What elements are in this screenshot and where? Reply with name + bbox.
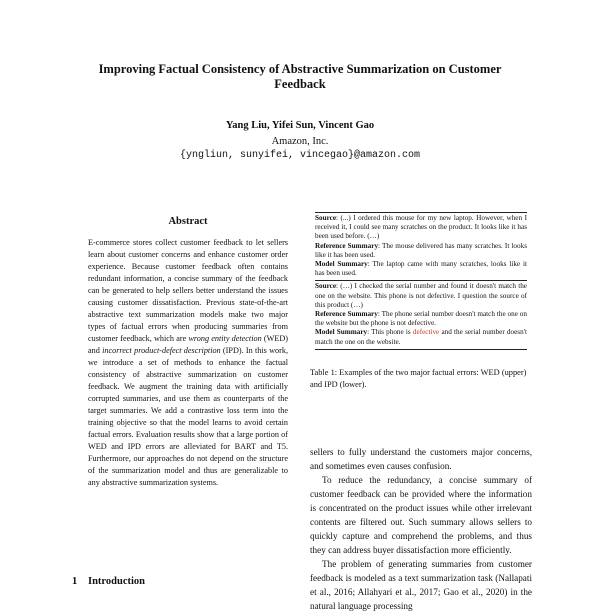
author-list: Yang Liu, Yifei Sun, Vincent Gao [225, 120, 375, 131]
author-emails: {yngliun, sunyifei, vincegao}@amazon.com [179, 150, 421, 161]
example-ipd [315, 280, 527, 348]
model-label: Model Summary [315, 260, 368, 269]
reference-text: : The mouse delivered has many scratches. It looks like it has been used. [315, 241, 527, 259]
model-text-post: and the serial number doesn't match the one on the website. [315, 328, 527, 346]
model-text: : The laptop came with many scratches, looks like it has been used. [315, 260, 527, 278]
example-model [315, 328, 527, 346]
section-heading [72, 576, 145, 587]
section-title: Introduction [88, 576, 145, 587]
paper-title: Improving Factual Consistency of Abstractive Summarization on Customer Feedback [98, 62, 502, 91]
source-label: Source [315, 282, 337, 291]
examples-table [315, 212, 527, 350]
ipd-term: incorrect product-defect description [102, 346, 221, 355]
example-model [315, 260, 527, 278]
abstract-part-1: E-commerce stores collect customer feedback to let sellers learn about customer concerns and enhance customer order experience. Because customer feedback often contains redundant information, a concise summary of the feedback can be generated to help sellers better understand the issues causing customer dissatisfaction. Previous state-of-the-art abstractive text summarization models make two major types of factual errors when producing summaries from customer feedback, which are [88, 238, 288, 343]
reference-label: Reference Summary [315, 310, 378, 319]
example-source [315, 282, 527, 310]
source-text: : (…) I checked the serial number and found it doesn't match the one on the website. This phone is not defective. I question the source of this product (…) [315, 282, 527, 309]
abstract-text [88, 237, 288, 489]
intro-paragraph: To reduce the redundancy, a concise summary of customer feedback can be provided where the information is concentrated on the product issues while other irrelevant contents are filtered out. Such summary allows sellers to quickly capture and comprehend the problems, and thus they can address buyer dissatisfaction more efficiently. [310, 475, 532, 555]
section-number: 1 [72, 576, 78, 587]
model-text-pre: : This phone is [367, 328, 413, 337]
intro-paragraph: sellers to fully understand the customers major concerns, and sometimes even causes confusion. [310, 447, 532, 471]
reference-text: : The phone serial number doesn't match the one on the website but the phone is not defective. [315, 310, 527, 328]
table-caption: Table 1: Examples of the two major factual errors: WED (upper) and IPD (lower). [310, 368, 527, 389]
wed-term: wrong entity detection [188, 334, 262, 343]
intro-text [310, 445, 532, 613]
abstract-heading: Abstract [168, 216, 208, 227]
source-label: Source [315, 214, 337, 222]
example-reference [315, 242, 527, 260]
defect-highlight: defective [412, 328, 440, 337]
affiliation: Amazon, Inc. [271, 136, 329, 147]
example-source [315, 214, 527, 242]
source-text: : (...) I ordered this mouse for my new laptop. However, when I received it, I could see many scratches on the product. It looks like it has been used before. (…) [315, 214, 527, 241]
example-reference [315, 310, 527, 328]
reference-label: Reference Summary [315, 241, 379, 250]
model-label: Model Summary [315, 328, 368, 337]
abstract-part-2: (WED) and [88, 334, 288, 355]
abstract-part-3: (IPD). In this work, we introduce a set of methods to enhance the factual consistency of abstractive summarization on customer feedback. We augment the training data with artificially corrupted summaries, and use them as counterparts of the target summaries. We add a contrastive loss term into the training objective so that the model learns to avoid certain factual errors. Evaluation results show that a large portion of WED and IPD errors are alleviated for BART and T5. Furthermore, our approaches do not depend on the structure of the summarization model and thus are generalizable to any abstractive summarization systems. [88, 346, 288, 487]
example-wed [315, 213, 527, 280]
intro-paragraph: The problem of generating summaries from customer feedback is modeled as a text summarization task (Nallapati et al., 2016; Allahyari et al., 2017; Gao et al., 2020) in the natural language processing [310, 559, 532, 611]
